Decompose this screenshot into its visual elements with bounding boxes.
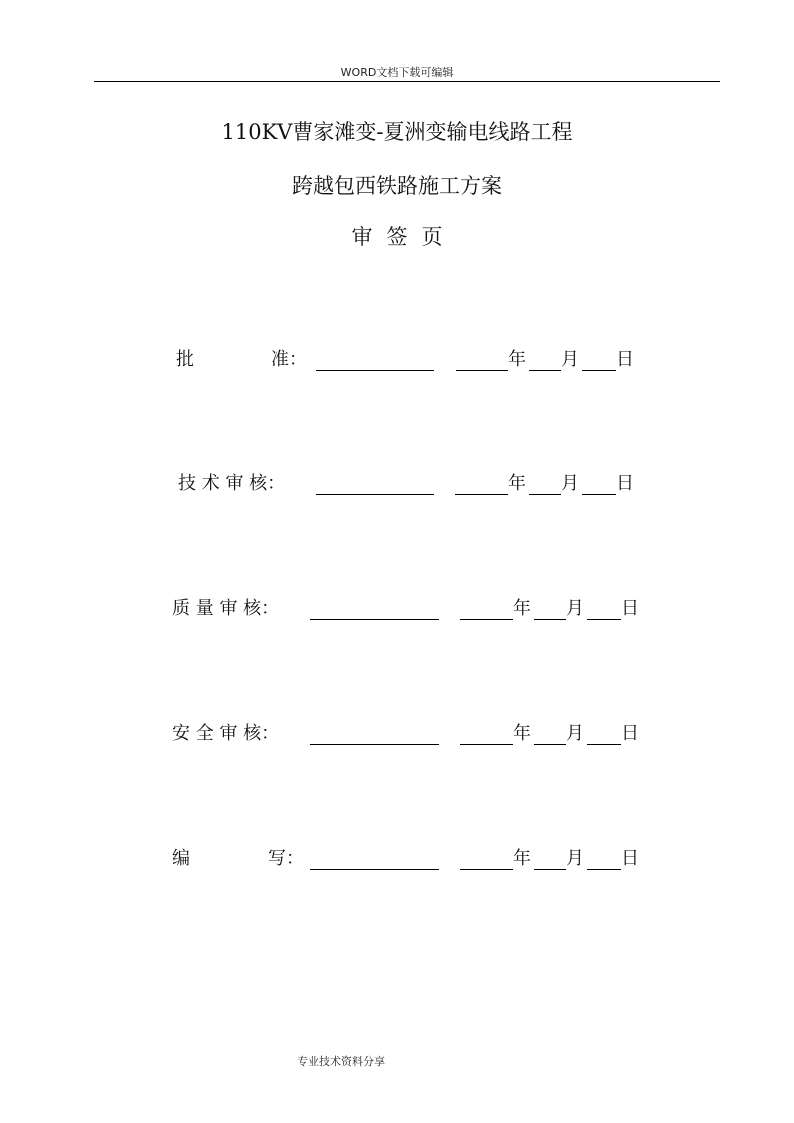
technical-review-day-field[interactable] xyxy=(582,494,616,495)
approval-year-label: 年 xyxy=(508,349,526,370)
quality-review-year-field[interactable] xyxy=(460,619,513,620)
quality-review-month-label: 月 xyxy=(566,598,584,619)
author-day-field[interactable] xyxy=(587,869,621,870)
technical-review-month-field[interactable] xyxy=(529,494,561,495)
technical-review-day-label: 日 xyxy=(616,473,634,494)
safety-review-month-label: 月 xyxy=(566,723,584,744)
author-year-field[interactable] xyxy=(460,869,513,870)
author-month-field[interactable] xyxy=(534,869,566,870)
safety-review-month-field[interactable] xyxy=(534,744,566,745)
author-label-second: 写： xyxy=(268,848,304,869)
quality-review-month-field[interactable] xyxy=(534,619,566,620)
safety-review-year-label: 年 xyxy=(513,723,531,744)
quality-review-signature-field[interactable] xyxy=(310,619,439,620)
page-footer-text: 专业技术资料分享 xyxy=(297,1055,385,1068)
technical-review-row xyxy=(0,470,794,498)
document-subtitle: 跨越包西铁路施工方案 xyxy=(292,174,502,198)
quality-review-day-label: 日 xyxy=(621,598,639,619)
safety-review-signature-field[interactable] xyxy=(310,744,439,745)
approval-year-field[interactable] xyxy=(456,370,508,371)
quality-review-label: 质 量 审 核： xyxy=(172,598,280,619)
approval-day-field[interactable] xyxy=(582,370,616,371)
approval-day-label: 日 xyxy=(616,349,634,370)
author-label-first: 编 xyxy=(172,848,190,869)
approval-signature-field[interactable] xyxy=(316,370,434,371)
approval-month-label: 月 xyxy=(561,349,579,370)
safety-review-label: 安 全 审 核： xyxy=(172,723,280,744)
technical-review-signature-field[interactable] xyxy=(316,494,434,495)
header-divider xyxy=(94,81,720,82)
author-row xyxy=(0,845,794,873)
technical-review-year-field[interactable] xyxy=(455,494,508,495)
author-month-label: 月 xyxy=(566,848,584,869)
approval-label-second: 准： xyxy=(271,349,307,370)
approval-label-first: 批 xyxy=(176,349,194,370)
quality-review-row xyxy=(0,595,794,623)
author-signature-field[interactable] xyxy=(310,869,439,870)
safety-review-day-label: 日 xyxy=(621,723,639,744)
approval-row xyxy=(0,346,794,374)
approval-month-field[interactable] xyxy=(529,370,561,371)
safety-review-row xyxy=(0,720,794,748)
safety-review-day-field[interactable] xyxy=(587,744,621,745)
author-year-label: 年 xyxy=(513,848,531,869)
page-header-text: WORD文档下载可编辑 xyxy=(340,66,454,79)
safety-review-year-field[interactable] xyxy=(460,744,513,745)
signature-page-heading: 审签页 xyxy=(351,225,457,249)
quality-review-year-label: 年 xyxy=(513,598,531,619)
document-title: 110KV曹家滩变-夏洲变输电线路工程 xyxy=(221,120,573,144)
technical-review-label: 技 术 审 核： xyxy=(178,473,286,494)
author-day-label: 日 xyxy=(621,848,639,869)
technical-review-year-label: 年 xyxy=(508,473,526,494)
technical-review-month-label: 月 xyxy=(561,473,579,494)
quality-review-day-field[interactable] xyxy=(587,619,621,620)
